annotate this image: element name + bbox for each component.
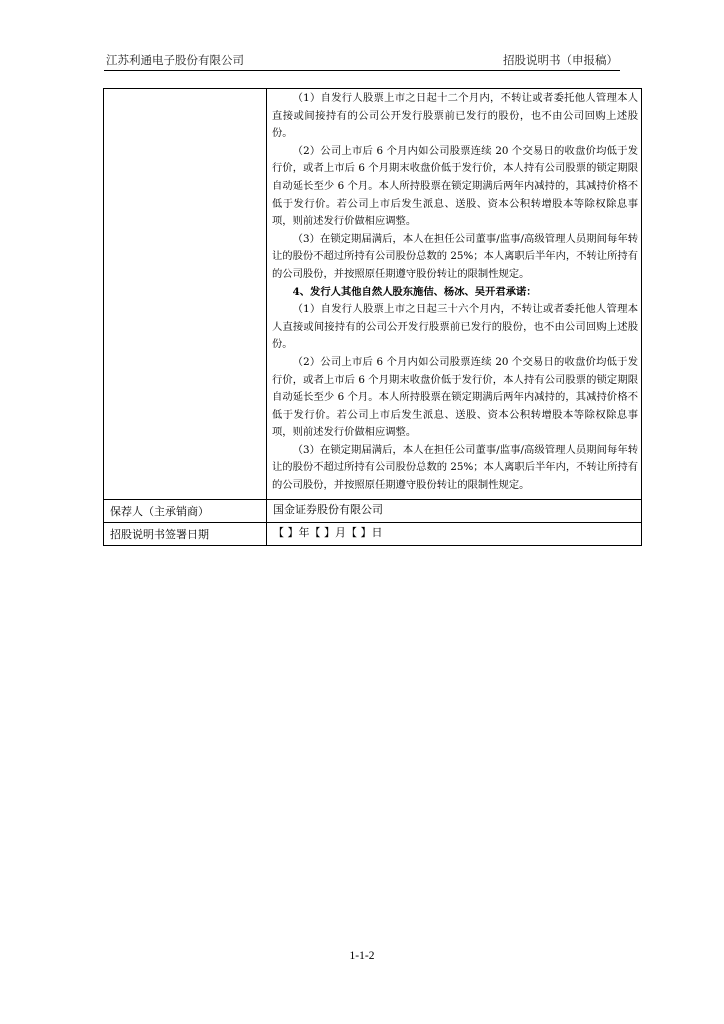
header-divider bbox=[104, 70, 620, 71]
sign-date-value: 【 】年【 】月【 】日 bbox=[267, 522, 642, 545]
sponsor-value: 国金证券股份有限公司 bbox=[267, 499, 642, 522]
commitment-paragraph-1: （1）自发行人股票上市之日起十二个月内，不转让或者委托他人管理本人直接或间接持有的公司公开发行股票前已发行的股份，也不由公司回购上述股份。 bbox=[272, 92, 638, 140]
empty-label-cell bbox=[104, 89, 267, 500]
prospectus-info-table bbox=[103, 88, 642, 546]
commitments-content-cell bbox=[267, 89, 642, 500]
sponsor-label: 保荐人（主承销商） bbox=[104, 499, 267, 522]
header-document-type: 招股说明书（申报稿） bbox=[503, 53, 618, 67]
page-header bbox=[104, 50, 620, 68]
sign-date-label: 招股说明书签署日期 bbox=[104, 522, 267, 545]
section-4-heading: 4、发行人其他自然人股东施佶、杨冰、吴开君承诺： bbox=[292, 285, 537, 298]
commitment-paragraph-3: （3）在锁定期届满后，本人在担任公司董事/监事/高级管理人员期间每年转让的股份不超过所持有公司股份总数的 25%；本人离职后半年内，不转让所持有的公司股份，并按照原任期遵守股份转让的限制性规定。 bbox=[272, 232, 638, 280]
page-number: 1-1-2 bbox=[349, 950, 375, 962]
table-row-lockup-commitments bbox=[104, 89, 642, 500]
table-row-sign-date bbox=[104, 522, 642, 545]
section-4-paragraph-2: （2）公司上市后 6 个月内如公司股票连续 20 个交易日的收盘价均低于发行价，或者上市后 6 个月期末收盘价低于发行价，本人持有公司股票的锁定期限自动延长至少 6 个月。本人所持股票在锁定期满后两年内减持的，其减持价格不低于发行价。若公司上市后发生派息、送股、资本公积转增股本等除权除息事项，则前述发行价做相应调整。 bbox=[272, 355, 638, 439]
header-company-name: 江苏利通电子股份有限公司 bbox=[106, 53, 244, 67]
section-4-paragraph-1: （1）自发行人股票上市之日起三十六个月内，不转让或者委托他人管理本人直接或间接持有的公司公开发行股票前已发行的股份，也不由公司回购上述股份。 bbox=[272, 303, 638, 351]
commitment-paragraph-2: （2）公司上市后 6 个月内如公司股票连续 20 个交易日的收盘价均低于发行价，或者上市后 6 个月期末收盘价低于发行价，本人持有公司股票的锁定期限自动延长至少 6 个月。本人所持股票在锁定期满后两年内减持的，其减持价格不低于发行价。若公司上市后发生派息、送股、资本公积转增股本等除权除息事项，则前述发行价做相应调整。 bbox=[272, 144, 638, 228]
section-4-paragraph-3: （3）在锁定期届满后，本人在担任公司董事/监事/高级管理人员期间每年转让的股份不超过所持有公司股份总数的 25%；本人离职后半年内，不转让所持有的公司股份，并按照原任期遵守股份转让的限制性规定。 bbox=[272, 443, 638, 492]
table-row-sponsor bbox=[104, 499, 642, 522]
